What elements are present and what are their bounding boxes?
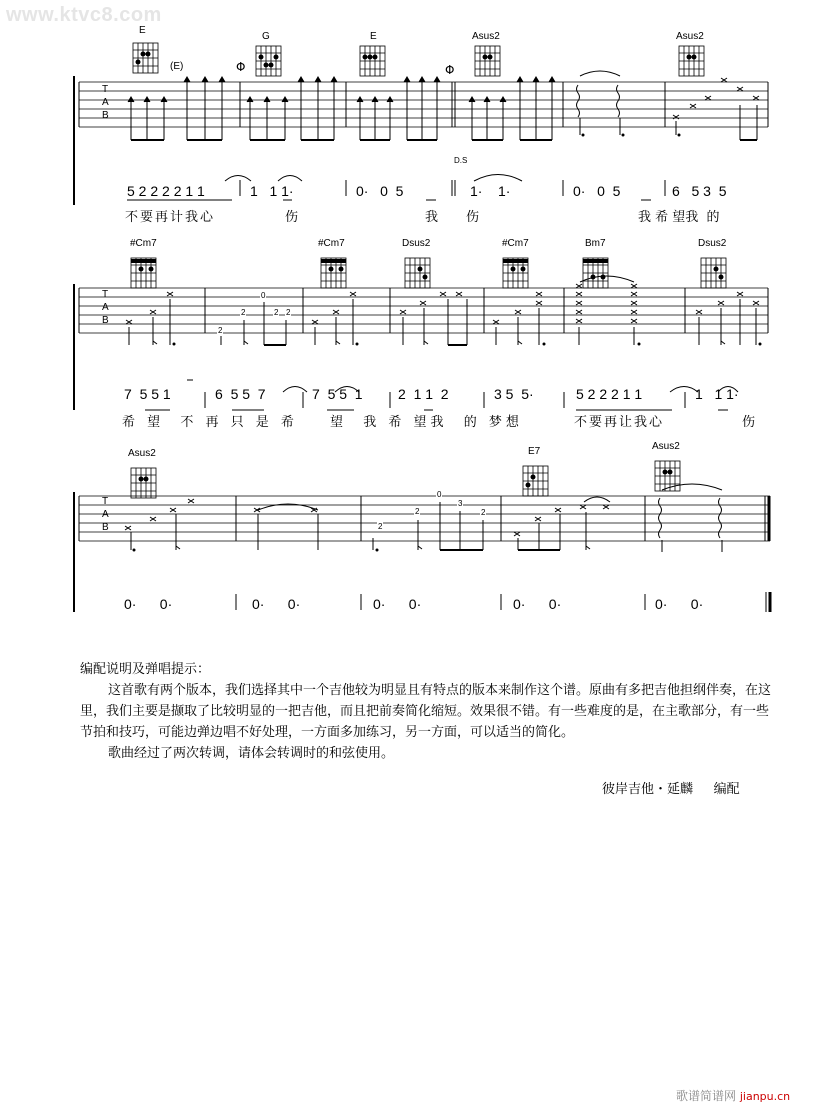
chord-name: Asus2 <box>676 31 704 42</box>
ds-mark: D.S <box>454 156 468 165</box>
jianpu-measure: 0· 0· <box>513 596 562 612</box>
lyric-line: 我 <box>425 210 439 225</box>
chord-diagram-csharp-m7 <box>128 250 162 292</box>
lyric-line: 伤 <box>285 210 299 225</box>
lyric-line: 我 希 望我 的 <box>638 210 720 225</box>
jianpu-measure: 0· 0· <box>655 596 704 612</box>
jianpu-measure: 1· 1· <box>470 183 511 199</box>
jianpu-measure: 3 5 5· <box>494 386 534 402</box>
chord-name: E7 <box>528 446 541 457</box>
jianpu-measure: 0· 0 5 <box>356 183 404 199</box>
chord-name: Bm7 <box>585 238 606 249</box>
chord-name: Asus2 <box>472 31 500 42</box>
tab-label-t: T <box>102 496 109 507</box>
tab-label-a: A <box>102 302 109 313</box>
lyric-line: 不要再计我心 <box>125 210 216 225</box>
chord-diagram-asus2-d <box>652 453 686 495</box>
tab-fret-number: 2 <box>274 308 279 317</box>
jianpu-measure: 7 5 5 1 <box>124 386 171 402</box>
chord-name: E <box>370 31 377 42</box>
tab-label-t: T <box>102 84 109 95</box>
chord-name: Asus2 <box>652 441 680 452</box>
chord-name: E <box>139 25 146 36</box>
tab-fret-number: 3 <box>458 499 463 508</box>
lyric-line: 伤 <box>742 415 756 430</box>
chord-diagram-asus2 <box>472 38 506 80</box>
coda-sign-icon: Φ <box>236 60 246 74</box>
chord-diagram-asus2-b <box>676 38 710 80</box>
tab-label-b: B <box>102 315 109 326</box>
site-footer-watermark <box>676 1087 790 1104</box>
chord-name: G <box>262 31 270 42</box>
tab-label-t: T <box>102 289 109 300</box>
site-watermark: www.ktvc8.com <box>6 4 162 26</box>
notes-heading: 编配说明及弹唱提示： <box>80 662 211 677</box>
chord-diagram-e2 <box>357 38 391 80</box>
jianpu-measure: 6 5 5 7 <box>215 386 266 402</box>
chord-diagram-asus2-c <box>128 460 162 502</box>
chord-name: #Cm7 <box>318 238 345 249</box>
coda-sign-icon: Φ <box>445 63 455 77</box>
chord-name: Asus2 <box>128 448 156 459</box>
jianpu-measure: 5 2 2 2 1 1 <box>576 386 643 402</box>
jianpu-measure: 0· 0· <box>373 596 422 612</box>
notes-paragraph: 歌曲经过了两次转调，请体会转调时的和弦使用。 <box>108 746 395 761</box>
jianpu-measure: 0· 0· <box>252 596 301 612</box>
lyric-line: 希 望 不 再 只 是 希 <box>122 415 298 430</box>
jianpu-measure: 7 5 5 1 <box>312 386 363 402</box>
chord-diagram-e7 <box>520 458 554 500</box>
footer-site-url: jianpu.cn <box>739 1090 791 1103</box>
notes-paragraph: 这首歌有两个版本，我们选择其中一个吉他较为明显且有特点的版本来制作这个谱。原曲有多把吉他担纲伴奏，在这里，我们主要是撷取了比较明显的一把吉他，而且把前奏简化缩短。效果很不错。有一些难度的是，在主歌部分，有一些节拍和技巧，可能边弹边唱不好处理，一方面多加练习，另一方面，可以适当的简化。 <box>80 683 772 740</box>
tab-fret-number: 0 <box>261 291 266 300</box>
tab-label-b: B <box>102 110 109 121</box>
chord-diagram-e <box>130 35 164 77</box>
tab-fret-number: 2 <box>286 308 291 317</box>
footer-site-name: 歌谱简谱网 <box>676 1089 737 1103</box>
chord-diagram-bm7 <box>580 250 614 292</box>
arranger-credit: 彼岸吉他・延麟 编配 <box>602 782 740 797</box>
tab-fret-number: 2 <box>378 522 383 531</box>
tab-fret-number: 2 <box>415 507 420 516</box>
chord-diagram-csharp-m7-c <box>500 250 534 292</box>
arrangement-notes <box>80 659 780 764</box>
tab-label-a: A <box>102 509 109 520</box>
jianpu-measure: 2 1 1 2 <box>398 386 449 402</box>
chord-diagram-dsus2-b <box>698 250 732 292</box>
jianpu-measure: 6 5 3 5 <box>672 183 727 199</box>
chord-name: Dsus2 <box>698 238 727 249</box>
tab-fret-number: 2 <box>241 308 246 317</box>
lyric-line: 望 我 希 望我 的 梦想 <box>330 415 523 430</box>
chord-name: #Cm7 <box>502 238 529 249</box>
chord-diagram-g <box>253 38 287 80</box>
tab-fret-number: 2 <box>481 508 486 517</box>
jianpu-measure: 1 1 1· <box>250 183 294 199</box>
jianpu-measure: 0· 0 5 <box>573 183 621 199</box>
tab-label-b: B <box>102 522 109 533</box>
chord-diagram-dsus2 <box>402 250 436 292</box>
chord-name: #Cm7 <box>130 238 157 249</box>
jianpu-measure: 1 1 1· <box>695 386 739 402</box>
lyric-line: 不要再让我心 <box>574 415 665 430</box>
tab-fret-number: 2 <box>218 326 223 335</box>
chord-name: Dsus2 <box>402 238 431 249</box>
jianpu-measure: 0· 0· <box>124 596 173 612</box>
lyric-line: 伤 <box>466 210 480 225</box>
tab-fret-number: 0 <box>437 490 442 499</box>
chord-alt-name: (E) <box>170 61 184 72</box>
jianpu-measure: 5 2 2 2 2 1 1 <box>127 183 205 199</box>
chord-diagram-csharp-m7-b <box>318 250 352 292</box>
tab-label-a: A <box>102 97 109 108</box>
